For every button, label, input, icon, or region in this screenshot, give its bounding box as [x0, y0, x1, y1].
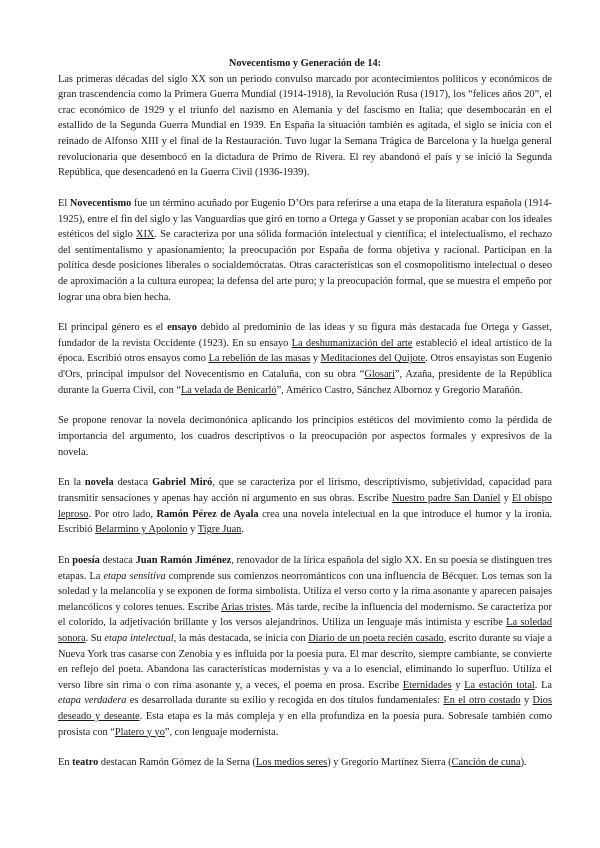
work-title: El obispo leproso	[58, 493, 552, 520]
work-title: Canción de cuna	[451, 757, 521, 769]
paragraph-novela: En la novela destaca Gabriel Miró, que se caracteriza por el lirismo, descriptivismo, subjetividad, capacidad para transmitir sensaciones y apenas hay acción ni argumento en sus obras. Escribe Nuestro padre San Daniel y El obispo leproso. Por otro lado, Ramón Pérez de Ayala crea una novela intelectual en la que introduce el humor y la ironía. Escribió Belarmino y Apolonio y Tigre Juan.	[58, 477, 552, 536]
work-title: Meditaciones del Quijote	[320, 353, 426, 365]
work-title: Eternidades	[402, 679, 452, 691]
work-title: Glosari	[364, 369, 395, 381]
work-title: La soledad sonora	[58, 617, 553, 644]
stage-intelectual: etapa intelectual,	[104, 632, 177, 644]
stage-verdadera: etapa verdadera	[58, 695, 127, 707]
work-title: La estación total	[464, 679, 535, 691]
term-ensayo: ensayo	[167, 322, 197, 334]
work-title: La deshumanización del arte	[291, 337, 413, 349]
author-jimenez: Juan Ramón Jiménez	[135, 554, 232, 566]
paragraph-poesia: En poesía destaca Juan Ramón Jiménez, renovador de la lírica española del siglo XX. En su poesía se distinguen tres etapas. La etapa sensitiva comprende sus comienzos neorrománticos con una influencia de Bécquer. Los temas son la soledad y la melancolía y se exponen de forma simbolista. Utiliza el verso corto y la rima asonante y aparecen paisajes melancólicos y colores tenues. Escribe Arias tristes. Más tarde, recibe la influencia del modernismo. Se caracteriza por el colorido, la adjetivación brillante y los versos alejandrinos. Utiliza un lenguaje más intimista y escribe La soledad sonora. Su etapa intelectual, la más destacada, se inicia con Diario de un poeta recién casado, escrito durante su viaje a Nueva York tras casarse con Zenobia y es influida por la poesía pura. El mar descrito, siempre cambiante, se convierte en reflejo del poeta. Abandona las características modernistas y va a lo esencial, eliminando lo superfluo. Utiliza el verso libre sin rima o con rima asonante y, a veces, el poema en prosa. Escribe Eternidades y La estación total. La etapa verdadera es desarrollada durante su exilio y recogida en dos títulos fundamentales: En el otro costado y Dios deseado y deseante. Esta etapa es la más compleja y en ella profundiza en la poesía pura. Sobresale también como prosista con “Platero y yo”, con lenguaje modernista.	[58, 554, 553, 738]
term-poesia: poesía	[72, 554, 100, 566]
author-miro: Gabriel Miró	[152, 477, 213, 489]
work-title: Nuestro padre San Daniel	[391, 493, 501, 504]
work-title: Tigre Juan	[197, 524, 242, 536]
work-title: La rebelión de las masas	[208, 353, 311, 365]
underlined-xix: XIX	[135, 229, 155, 241]
work-title: Diario de un poeta recién casado	[308, 632, 444, 644]
paragraph-novecentismo: El Novecentismo fue un término acuñado por Eugenio D’Ors para referirse a una etapa de la literatura española (1914-1925), entre el fin del siglo y las Vanguardias que giró en torno a Ortega y Gasset y se proponían acabar con los ideales estéticos del siglo XIX. Se caracteriza por una sólida formación intelectual y científica; el intelectualismo, el rechazo del sentimentalismo y apasionamiento; la preocupación por España de forma objetiva y racional. Participan en la política desde posiciones liberales o socialdemócratas. Otras características son el cosmopolitismo intelectual o deseo de aproximación a la cultura europea; la defensa del arte puro; y la preocupación formal, que se muestra el empeño por lograr una obra bien hecha.	[58, 197, 552, 303]
work-title: Belarmino y Apolonio	[95, 524, 188, 536]
term-novecentismo: Novecentismo	[69, 197, 132, 209]
paragraph-teatro: En teatro destacan Ramón Gómez de la Serna (Los medios seres) y Gregorio Martínez Sierra (Canción de cuna).	[58, 757, 527, 769]
work-title: Arias tristes	[220, 601, 271, 613]
document-page	[58, 56, 552, 786]
paragraph-ensayo: El principal género es el ensayo debido al predominio de las ideas y su figura más destacada fue Ortega y Gasset, fundador de la revista Occidente (1923). En su ensayo La deshumanización del arte estableció el ideal artístico de la época. Escribió otros ensayos como La rebelión de las masas y Meditaciones del Quijote. Otros ensayistas son Eugenio d'Ors, principal impulsor del Novecentismo en Cataluña, con su obra “Glosari”, Azaña, presidente de la República durante la Guerra Civil, con “La velada de Benicarló”, Américo Castro, Sánchez Albornoz y Gregorio Marañón.	[58, 322, 553, 396]
paragraph-context: Las primeras décadas del siglo XX son un periodo convulso marcado por acontecimientos políticos y económicos de gran trascendencia como la Primera Guerra Mundial (1914-1918), la Revolución Rusa (1917), los “felices años 20”, el crac económico de 1929 y el triunfo del nazismo en Alemania y del fascismo en Italia; que desembocarán en el estallido de la Segunda Guerra Mundial en 1939. En España la situación también es agitada, el siglo se inicia con el reinado de Alfonso XIII y el final de la Restauración. Tuvo lugar la Semana Trágica de Barcelona y la huelga general revolucionaria que desembocó en la dictadura de Primo de Rivera. El rey abandonó el país y se inició la Segunda República, que desencadenó en la Guerra Civil (1936-1939).	[58, 73, 552, 179]
term-teatro: teatro	[72, 757, 99, 769]
work-title: En el otro costado	[443, 695, 521, 707]
author-ayala: Ramón Pérez de Ayala	[156, 508, 259, 520]
paragraph-novela-renovacion: Se propone renovar la novela decimonónica aplicando los principios estéticos del movimiento como la pérdida de importancia del argumento, los cuadros descriptivos o la preocupación por aspectos formales y expresivos de la novela.	[58, 415, 552, 458]
work-title: Los medios seres	[256, 757, 328, 769]
term-novela: novela	[84, 477, 114, 489]
stage-sensitiva: etapa sensitiva	[103, 570, 166, 582]
work-title: La velada de Benicarló	[180, 384, 277, 396]
work-title: Platero y yo	[114, 726, 165, 738]
work-title: Dios deseado y deseante	[58, 695, 552, 722]
document-title: Novecentismo y Generación de 14:	[228, 58, 382, 69]
